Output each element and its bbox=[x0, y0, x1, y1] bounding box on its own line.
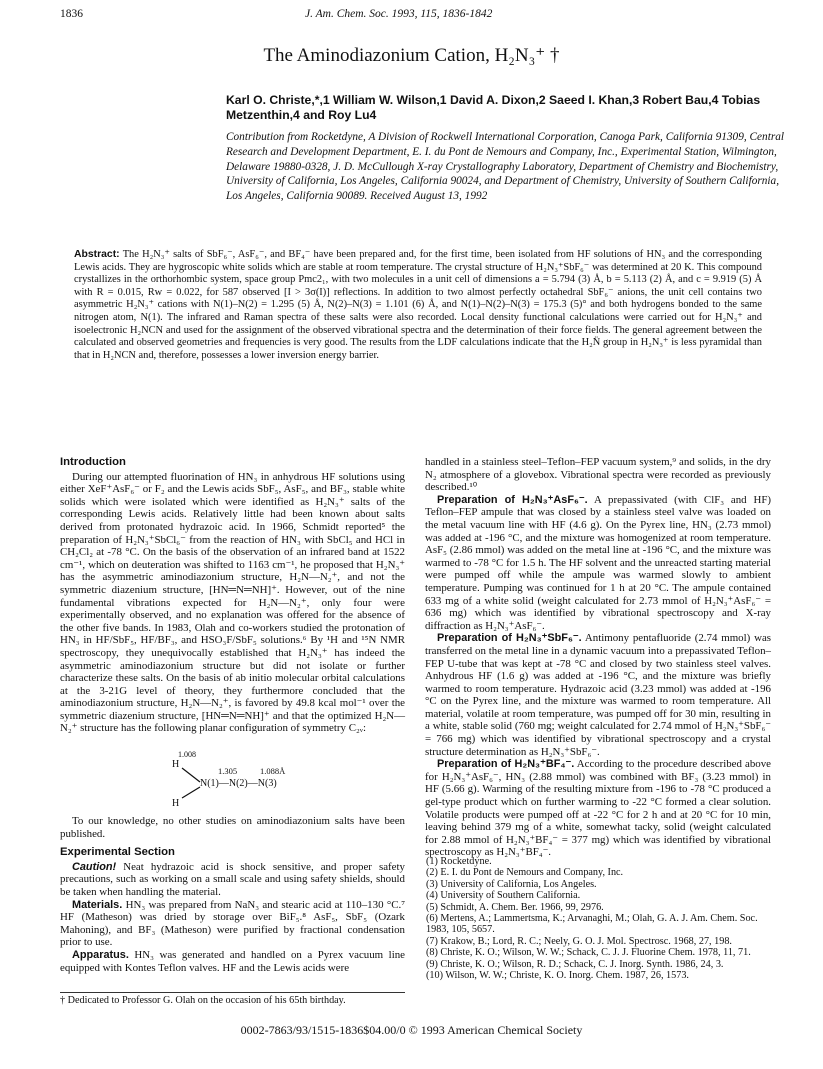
right-column bbox=[425, 456, 771, 859]
apparatus-text: HN₃ was generated and handled on a Pyrex vacuum line equipped with Kontes Teflon valves. HF and the Lewis acids were bbox=[60, 949, 405, 974]
structure-h-bottom: H bbox=[172, 798, 180, 810]
structure-chain: N(1)—N(2)—N(3) bbox=[200, 778, 277, 790]
materials-label: Materials. bbox=[72, 898, 123, 911]
reference-item: (2) E. I. du Pont de Nemours and Company, Inc. bbox=[426, 867, 624, 879]
journal-header: J. Am. Chem. Soc. 1993, 115, 1836-1842 bbox=[305, 8, 493, 20]
structure-h-top: H bbox=[172, 759, 180, 771]
copyright-line: 0002-7863/93/1515-1836$04.00/0 © 1993 American Chemical Society bbox=[240, 1023, 583, 1037]
caution-text: Neat hydrazoic acid is shock sensitive, and proper safety precautions, such as working on a small scale and using safety shields, should be taken when handling the material. bbox=[60, 860, 405, 899]
reference-item: (5) Schmidt, A. Chem. Ber. 1966, 99, 2976. bbox=[426, 901, 604, 913]
apparatus-label: Apparatus. bbox=[72, 949, 129, 961]
intro-paragraph-1: During our attempted fluorination of HN₃ in anhydrous HF solutions using either XeF⁺AsF₆⁻ or F₂ and the Lewis acids SbF₅, AsF₅, and BF₃, stable white solids which were isolated which were identified as H₂N₃⁺ salts of the corresponding Lewis acids. Relatively little had been known about salts derived from protonated hydrazoic acid. In 1966, Schmidt reported⁵ the preparation of H₂N₃⁺SbCl₆⁻ from the reaction of HN₃ with SbCl₅ and HCl in CH₂Cl₂ at -78 °C. On the basis of the observation of an infrared band at 1522 cm⁻¹, which on deuteration was shifted to 1163 cm⁻¹, he proposed that H₂N₃⁺ has the asymmetric aminodiazonium structure, H₂N—N₂⁺, and not the symmetric diazenium structure, [HN═N═NH]⁺. However, out of the nine fundamental vibrations expected for H₂N—N₂⁺, only four were experimentally observed, and no explanation was offered for the absence of the other five bands. In 1983, Olah and co-workers studied the protonation of HN₃ in HF/SbF₅, HF/BF₃, and HSO₃F/SbF₅ solutions.⁶ By ¹H and ¹⁵N NMR spectroscopy, they unequivocally established that H₂N₃⁺ has indeed the asymmetric aminodiazonium structure but did not isolate or further characterize these salts. On the basis of ab initio molecular orbital calculations at the 3-21G level of theory, they furthermore concluded that the aminodiazonium structure, H₂N—N₂⁺, is favored by 49.8 kcal mol⁻¹ over the symmetric diazenium structure, [HN═N═NH]⁺ and that the optimized H₂N—N₂⁺ structure has the following planar configuration of symmetry C₂ᵥ: bbox=[60, 470, 405, 735]
reference-item: (8) Christe, K. O.; Wilson, W. W.; Schack, C. J. J. Fluorine Chem. 1978, 11, 71. bbox=[426, 947, 751, 959]
bond-lines bbox=[60, 741, 405, 811]
prep-asf6-label: Preparation of H₂N₃⁺AsF₆⁻. bbox=[437, 493, 588, 506]
reference-item: (1) Rocketdyne. bbox=[426, 856, 492, 867]
abstract-text: The H₂N₃⁺ salts of SbF₆⁻, AsF₆⁻, and BF₄⁻ have been prepared and, for the first time, been isolated from HF solutions of HN₃ and the corresponding Lewis acids. They are hygroscopic white solids which are stable at room temperature. The crystal structure of H₂N₃⁺SbF₆⁻ was determined at 20 K. This compound crystallizes in the orthorhombic system, space group Pmc2₁, with two molecules in a unit cell of dimensions a = 5.794 (3) Å, b = 5.113 (2) Å, and c = 9.919 (5) Å with R = 0.015, Rw = 0.022, for 587 observed [I > 3σ(I)] reflections. In addition to two almost perfectly octahedral SbF₆⁻ anions, the unit cell contains two asymmetric H₂N₃⁺ cations with N(1)–N(2) = 1.295 (5) Å, N(2)–N(3) = 1.101 (6) Å, and N(1)–N(2)–N(3) = 175.3 (5)° and both hydrogens bonded to the same nitrogen atom, N(1). The infrared and Raman spectra of these salts were also recorded. Local density functional calculations were carried out for H₂N₃⁺ and isoelectronic H₂NCN and used for the assignment of the observed vibrational spectra and the determination of their force fields. The general agreement between the calculated and observed geometries and frequencies is very good. The results from the LDF calculations indicate that the H₂N̈ group in H₂N₃⁺ is less pyramidal than that in H₂NCN and, therefore, possesses a lower inversion energy barrier. bbox=[74, 249, 762, 361]
reference-item: (7) Krakow, B.; Lord, R. C.; Neely, G. O. J. Mol. Spectrosc. 1968, 27, 198. bbox=[426, 935, 732, 947]
prep-bf4-text: According to the procedure described above for H₂N₃⁺AsF₆⁻, HN₃ (2.88 mmol) was combined with BF₃ (3.23 mmol) in HF (5.66 g). Warming of the resulting mixture from -196 to -78 °C produced a gel-type product which on further warming to -22 °C formed a clear solution. Volatile products were pumped off at -22 °C for 2 h and at 20 °C for 10 min, leaving behind 379 mg of a white, somewhat tacky, solid (weight calculated for 2.88 mmol of H₂N₃⁺BF₄⁻ = 377 mg) which was identified by vibrational spectroscopy as H₂N₃⁺BF₄⁻. bbox=[425, 758, 772, 859]
reference-item: (4) University of Southern California. bbox=[426, 890, 581, 902]
reference-item: (6) Mertens, A.; Lammertsma, K.; Arvanaghi, M.; Olah, G. A. J. Am. Chem. Soc. 1983, 105, 5657. bbox=[426, 913, 758, 936]
reference-item: (10) Wilson, W. W.; Christe, K. O. Inorg. Chem. 1987, 26, 1573. bbox=[426, 970, 689, 982]
reference-item: (3) University of California, Los Angeles. bbox=[426, 878, 597, 890]
reference-item: (9) Christe, K. O.; Wilson, R. D.; Schack, C. J. Inorg. Synth. 1986, 24, 3. bbox=[426, 958, 724, 970]
h2n3-structure-diagram bbox=[60, 741, 405, 811]
footnote-rule bbox=[60, 992, 405, 993]
intro-paragraph-2: To our knowledge, no other studies on aminodiazonium salts have been published. bbox=[60, 815, 405, 840]
materials-text: HN₃ was prepared from NaN₃ and stearic acid at 110–130 °C.⁷ HF (Matheson) was dried by storage over BiF₅.⁸ AsF₅, SbF₅ (Ozark Mahoning), and BF₃ (Matheson) were purified by fractional condensation prior to use. bbox=[60, 898, 405, 949]
abstract-label: Abstract: bbox=[74, 249, 120, 260]
abstract bbox=[74, 249, 762, 362]
page-number: 1836 bbox=[60, 8, 83, 20]
right-continuation: handled in a stainless steel–Teflon–FEP vacuum system,⁹ and solids, in the dry N₂ atmosphere of a glovebox. Vibrational spectra were recorded as previously described.¹⁰ bbox=[425, 456, 771, 494]
prep-sbf6-label: Preparation of H₂N₃⁺SbF₆⁻. bbox=[437, 632, 582, 645]
n1n2-distance: 1.305 bbox=[218, 766, 238, 777]
prep-bf4-label: Preparation of H₂N₃⁺BF₄⁻. bbox=[437, 758, 575, 771]
article-title: The Aminodiazonium Cation, H₂N₃⁺ † bbox=[263, 45, 560, 66]
prep-sbf6-text: Antimony pentafluoride (2.74 mmol) was transferred on the metal line in a dynamic vacuum into a prepassivated Teflon–FEP U-tube that was kept at -78 °C and closed by two stainless steel valves. Anhydrous HF (1.6 g) was added at -196 °C, and the mixture was briefly warmed to room temperature. Hydrazoic acid (3.23 mmol) was added at -196 °C on the Pyrex line, and the mixture was warmed to room temperature. All material, volatile at room temperature, was pumped off for 30 min, resulting in a white, stable solid (760 mg; weight calculated for 2.74 mmol of H₂N₃⁺SbF₆⁻ = 766 mg) which was identified by vibrational spectroscopy and a crystal structure determination as H₂N₃⁺SbF₆⁻. bbox=[425, 632, 772, 758]
introduction-heading: Introduction bbox=[60, 456, 126, 468]
affiliations: Contribution from Rocketdyne, A Division of Rockwell International Corporation, Canoga Park, California 91309, Central Research and Development Department, E. I. du Pont de Nemours and Company, Inc., Experimental Station, Wilmington, Delaware 19880-0328, J. D. McCullough X-ray Crystallography Laboratory, Department of Chemistry and Biochemistry, University of California, Los Angeles, California 90024, and Department of Chemistry, University of Southern California, Los Angeles, California 90089. Received August 13, 1992 bbox=[226, 131, 785, 203]
prep-asf6-text: A prepassivated (with ClF₃ and HF) Teflon–FEP ampule that was closed by a stainless steel valve was loaded on the metal vacuum line with HF (4.6 g). On the Pyrex line, HN₃ (2.73 mmol) was added at -196 °C, and the mixture was homogenized at room temperature. AsF₅ (2.86 mmol) was added on the metal line at -196 °C, and the mixture was warmed to -78 °C for 1.5 h. The HF solvent and the unreacted starting material were pumped off while the ampule was warmed slowly to ambient temperature. Pumping was continued for 1 h at 20 °C. The ampule contained 633 mg of a white solid (weight calculated for 2.73 mmol of H₂N₃⁺AsF₆⁻ = 636 mg) which was identified by vibrational spectroscopy and X-ray diffraction as H₂N₃⁺AsF₆⁻. bbox=[425, 493, 771, 632]
left-column bbox=[60, 456, 405, 974]
experimental-heading: Experimental Section bbox=[60, 846, 175, 859]
reference-list bbox=[426, 856, 772, 981]
caution-label: Caution! bbox=[72, 860, 117, 873]
n2n3-distance: 1.088Å bbox=[260, 766, 286, 777]
dedication-footnote: † Dedicated to Professor G. Olah on the occasion of his 65th birthday. bbox=[60, 995, 346, 1006]
nh-distance: 1.008 bbox=[178, 750, 196, 760]
author-list: Karl O. Christe,*,1 William W. Wilson,1 David A. Dixon,2 Saeed I. Khan,3 Robert Bau,4 Tobias Metzenthin,4 and Roy Lu4 bbox=[226, 93, 761, 122]
